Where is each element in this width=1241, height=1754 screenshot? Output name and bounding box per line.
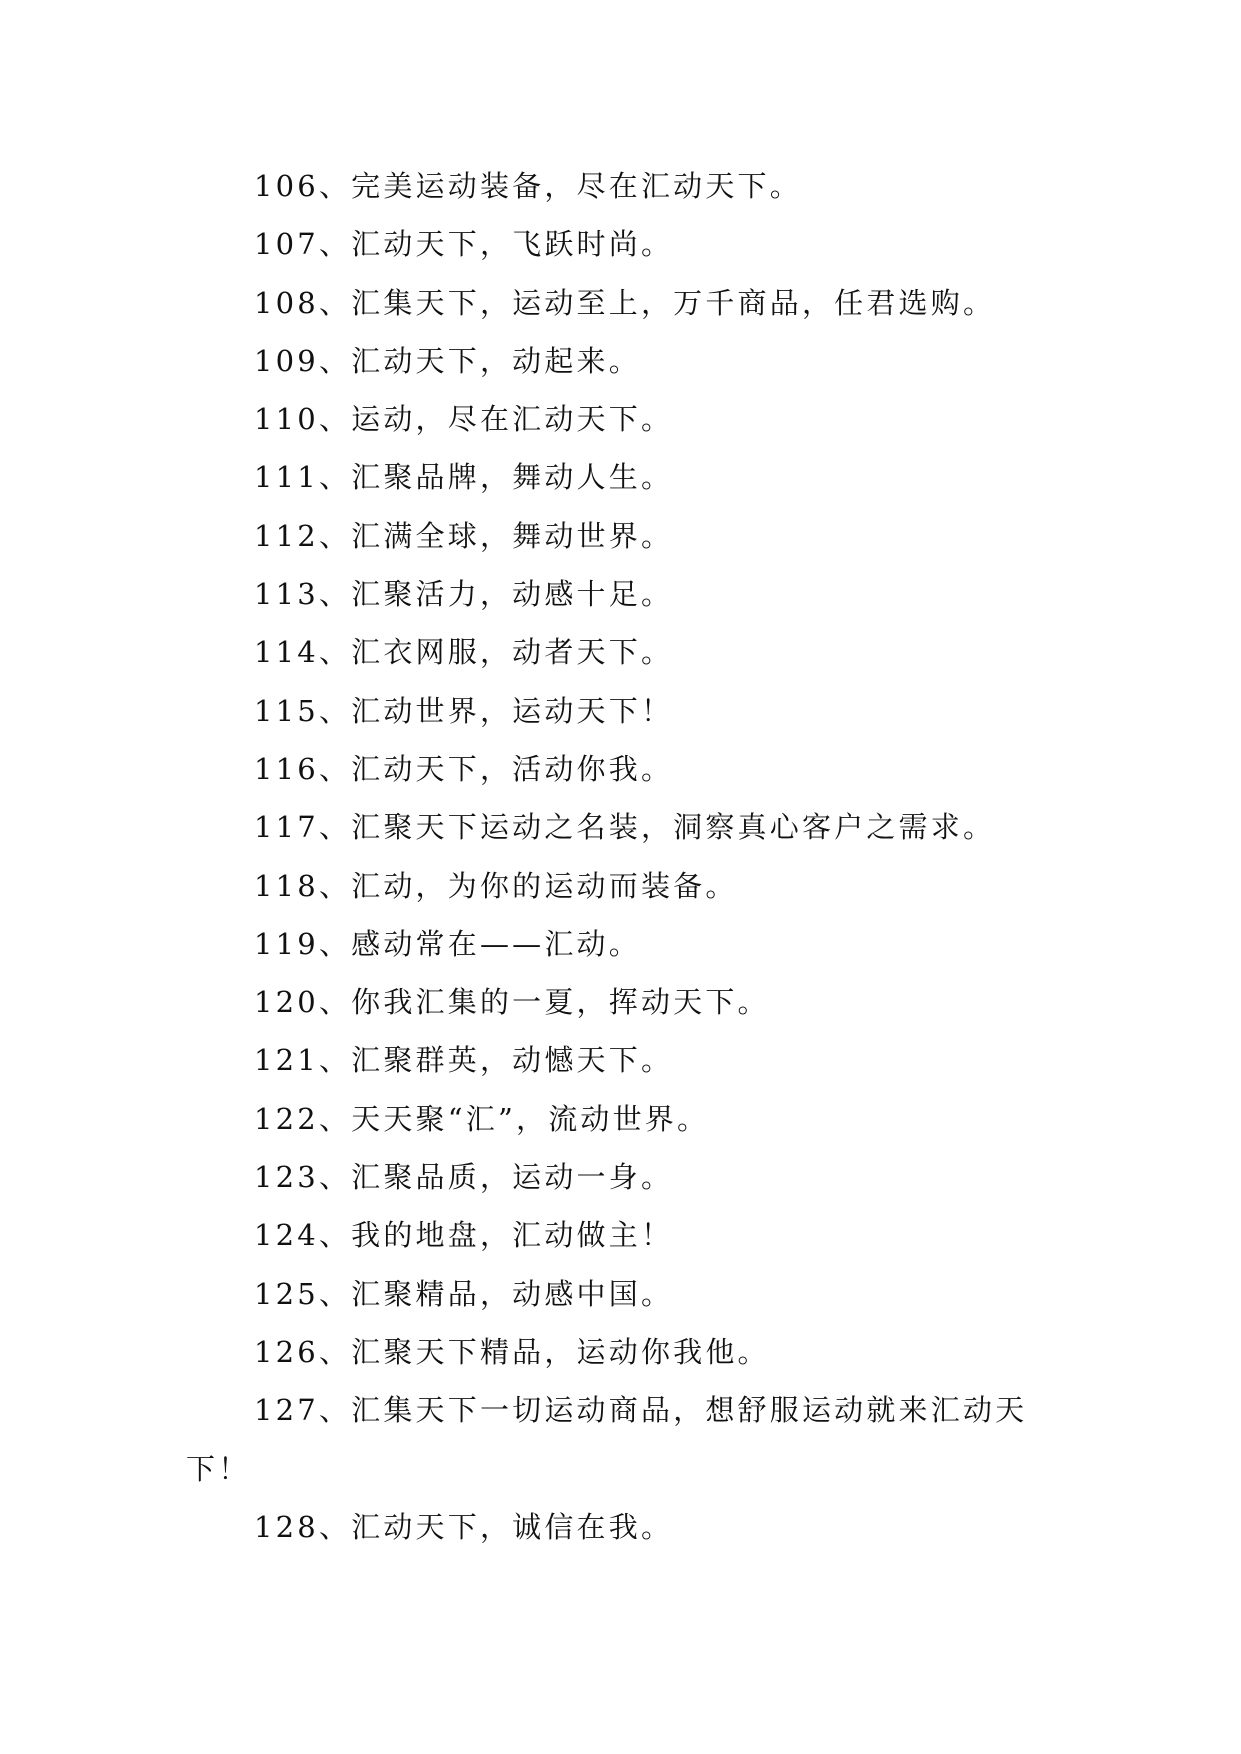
list-item: 116、汇动天下，活动你我。 [254, 751, 674, 786]
list-item: 118、汇动，为你的运动而装备。 [254, 868, 738, 903]
list-item: 115、汇动世界，运动天下！ [254, 693, 674, 728]
list-item: 106、完美运动装备，尽在汇动天下。 [254, 169, 802, 203]
list-item: 108、汇集天下，运动至上，万千商品，任君选购。 [254, 285, 996, 320]
list-item: 107、汇动天下，飞跃时尚。 [254, 227, 674, 262]
list-item: 126、汇聚天下精品，运动你我他。 [254, 1334, 770, 1369]
list-item: 122、天天聚“汇”，流动世界。 [254, 1101, 710, 1136]
list-item: 123、汇聚品质，运动一身。 [254, 1160, 674, 1195]
list-item: 125、汇聚精品，动感中国。 [254, 1276, 674, 1311]
list-item: 121、汇聚群英，动憾天下。 [254, 1043, 674, 1078]
list-item: 128、汇动天下，诚信在我。 [254, 1509, 674, 1544]
list-item: 117、汇聚天下运动之名装，洞察真心客户之需求。 [254, 810, 996, 845]
list-item: 114、汇衣网服，动者天下。 [254, 635, 674, 670]
list-item: 113、汇聚活力，动感十足。 [254, 577, 674, 612]
slogan-list [186, 157, 1056, 1556]
list-item: 111、汇聚品牌，舞动人生。 [254, 460, 674, 495]
list-item: 119、感动常在——汇动。 [254, 926, 641, 961]
list-item: 112、汇满全球，舞动世界。 [254, 518, 674, 553]
list-item: 110、运动，尽在汇动天下。 [254, 402, 674, 437]
list-item: 124、我的地盘，汇动做主！ [254, 1218, 674, 1253]
list-item: 120、你我汇集的一夏，挥动天下。 [254, 985, 770, 1020]
list-item: 109、汇动天下，动起来。 [254, 343, 641, 378]
list-item: 127、汇集天下一切运动商品，想舒服运动就来汇动天下！ [186, 1393, 1028, 1486]
